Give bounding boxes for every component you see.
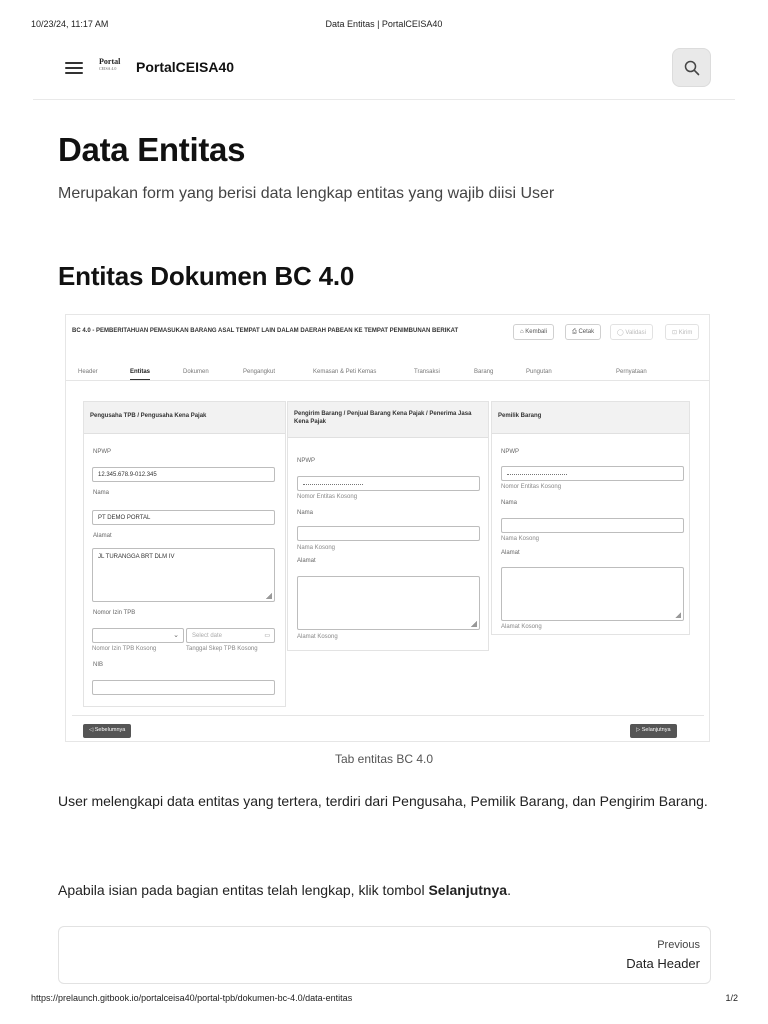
- validasi-button[interactable]: ◯ Validasi: [610, 324, 653, 340]
- nib-label: NIB: [93, 662, 104, 668]
- nama-label: Nama: [297, 510, 314, 516]
- brand-name[interactable]: PortalCEISA40: [136, 59, 235, 75]
- print-url: https://prelaunch.gitbook.io/portalceisa40/portal-tpb/dokumen-bc-4.0/data-entitas: [31, 993, 353, 1003]
- tab-barang[interactable]: Barang: [474, 369, 494, 375]
- tanggal-skep-hint: Tanggal Skep TPB Kosong: [186, 646, 258, 652]
- top-navigation-bar: [33, 44, 735, 100]
- npwp-label: NPWP: [93, 449, 111, 455]
- print-page-title: Data Entitas | PortalCEISA40: [325, 19, 443, 29]
- menu-icon[interactable]: [65, 59, 83, 77]
- previous-label: Previous: [657, 939, 700, 951]
- pengusaha-npwp-input[interactable]: 12.345.678.9-012.345: [92, 467, 275, 482]
- tab-kemasan[interactable]: Kemasan & Peti Kemas: [313, 369, 377, 375]
- send-icon: ⊡: [672, 330, 679, 336]
- resize-handle-icon[interactable]: [471, 621, 477, 627]
- alamat-label: Alamat: [297, 558, 316, 564]
- pengirim-npwp-input[interactable]: [297, 476, 480, 491]
- izin-tpb-hint: Nomor Izin TPB Kosong: [92, 646, 157, 652]
- selanjutnya-button[interactable]: ▷ Selanjutnya: [630, 724, 677, 738]
- pengirim-alamat-hint: Alamat Kosong: [297, 634, 338, 640]
- tanggal-skep-datepicker[interactable]: [186, 628, 275, 643]
- pemilik-panel: [491, 401, 690, 635]
- pengirim-alamat-textarea[interactable]: [297, 576, 480, 630]
- pengirim-nama-hint: Nama Kosong: [297, 545, 336, 551]
- izin-tpb-select[interactable]: [92, 628, 184, 643]
- nama-label: Nama: [501, 500, 518, 506]
- npwp-label: NPWP: [297, 458, 315, 464]
- tab-pernyataan[interactable]: Pernyataan: [616, 369, 647, 375]
- section-title: Entitas Dokumen BC 4.0: [58, 261, 355, 291]
- pemilik-panel-title: Pemilik Barang: [492, 402, 689, 434]
- pengusaha-panel-title: Pengusaha TPB / Pengusaha Kena Pajak: [84, 402, 285, 434]
- kembali-button[interactable]: ⌂ Kembali: [513, 324, 554, 340]
- pemilik-alamat-textarea[interactable]: [501, 567, 684, 621]
- pengusaha-panel: [83, 401, 286, 707]
- cetak-button[interactable]: ⎙ Cetak: [565, 324, 601, 340]
- chevron-down-icon: ⌄: [173, 632, 179, 639]
- previous-page-title: Data Header: [626, 956, 700, 971]
- search-icon: [684, 60, 700, 76]
- search-button[interactable]: [672, 48, 711, 87]
- pengirim-panel: [287, 401, 489, 651]
- pengirim-panel-title: Pengirim Barang / Penjual Barang Kena Pajak / Penerima Jasa Kena Pajak: [288, 402, 488, 438]
- tab-pengangkut[interactable]: Pengangkut: [243, 369, 276, 375]
- portal-logo[interactable]: [99, 57, 123, 77]
- tab-pungutan[interactable]: Pungutan: [526, 369, 552, 375]
- pemilik-npwp-hint: Nomor Entitas Kosong: [501, 484, 562, 490]
- calendar-icon: ▭: [264, 633, 270, 639]
- izin-tpb-label: Nomor Izin TPB: [93, 610, 136, 616]
- paragraph-entitas: User melengkapi data entitas yang tertera, terdiri dari Pengusaha, Pemilik Barang, dan Pengirim Barang.: [58, 793, 708, 809]
- resize-handle-icon[interactable]: [266, 593, 272, 599]
- print-page-number: 1/2: [725, 993, 738, 1003]
- tab-dokumen[interactable]: Dokumen: [183, 369, 209, 375]
- pengirim-nama-input[interactable]: [297, 526, 480, 541]
- logo-text: Portal: [99, 57, 121, 66]
- resize-handle-icon[interactable]: [675, 612, 681, 618]
- pemilik-nama-input[interactable]: [501, 518, 684, 533]
- home-icon: ⌂: [520, 329, 526, 335]
- pengusaha-alamat-textarea[interactable]: [92, 548, 275, 602]
- alamat-label: Alamat: [501, 550, 520, 556]
- logo-subtext: CEISA 4.0: [99, 66, 117, 71]
- nib-input[interactable]: [92, 680, 275, 695]
- entitas-screenshot: [65, 314, 710, 742]
- pengusaha-nama-input[interactable]: PT DEMO PORTAL: [92, 510, 275, 525]
- nama-label: Nama: [93, 490, 110, 496]
- form-footer-divider: [72, 715, 704, 716]
- check-circle-icon: ◯: [617, 330, 626, 336]
- date-placeholder: Select date: [192, 633, 223, 639]
- arrow-left-icon: ◁: [89, 727, 95, 733]
- alamat-value: JL TURANGGA BRT DLM IV: [98, 554, 175, 560]
- alamat-label: Alamat: [93, 533, 112, 539]
- print-timestamp: 10/23/24, 11:17 AM: [31, 19, 109, 29]
- sebelumnya-button[interactable]: ◁ Sebelumnya: [83, 724, 131, 738]
- paragraph-selanjutnya: Apabila isian pada bagian entitas telah lengkap, klik tombol Selanjutnya.: [58, 882, 511, 898]
- page-description: Merupakan form yang berisi data lengkap entitas yang wajib diisi User: [58, 185, 555, 202]
- selanjutnya-emphasis: Selanjutnya: [428, 882, 508, 898]
- figure-caption: Tab entitas BC 4.0: [334, 752, 434, 766]
- npwp-label: NPWP: [501, 449, 519, 455]
- previous-page-link[interactable]: [58, 926, 711, 984]
- print-header: [0, 19, 768, 33]
- tab-entitas[interactable]: Entitas: [130, 369, 150, 380]
- form-header: BC 4.0 - PEMBERITAHUAN PEMASUKAN BARANG ASAL TEMPAT LAIN DALAM DAERAH PABEAN KE TEMPAT PENIMBUNAN BERIKAT: [72, 328, 459, 334]
- arrow-right-icon: ▷: [636, 727, 642, 733]
- pemilik-alamat-hint: Alamat Kosong: [501, 624, 542, 630]
- print-icon: ⎙: [572, 329, 579, 335]
- tab-transaksi[interactable]: Transaksi: [414, 369, 440, 375]
- kirim-button[interactable]: ⊡ Kirim: [665, 324, 699, 340]
- pemilik-nama-hint: Nama Kosong: [501, 536, 540, 542]
- tab-header[interactable]: Header: [78, 369, 98, 375]
- pengirim-npwp-hint: Nomor Entitas Kosong: [297, 494, 358, 500]
- form-tabs: [66, 359, 710, 381]
- page-title: Data Entitas: [58, 131, 246, 168]
- pemilik-npwp-input[interactable]: [501, 466, 684, 481]
